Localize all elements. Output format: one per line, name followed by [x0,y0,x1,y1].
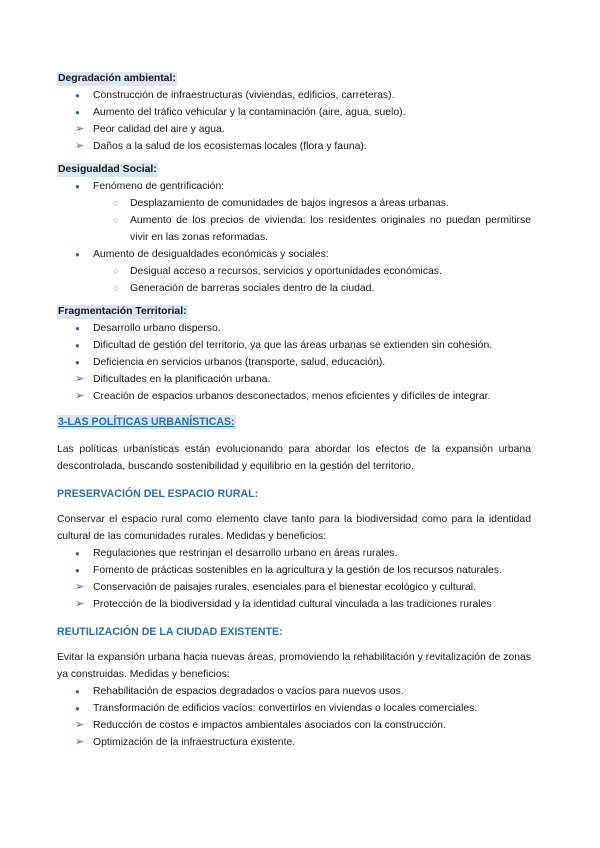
list-item: ➢ Conservación de paisajes rurales, esenciales para el bienestar ecológico y cultural. [57,579,531,596]
arrow-bullet-icon [75,121,84,138]
list-item: ● Fomento de prácticas sostenibles en la agricultura y la gestión de los recursos naturales. [57,562,531,579]
arrow-bullet-icon [75,138,84,155]
arrow-bullet-icon [75,717,84,734]
bullet-icon [75,246,80,263]
list-item: ➢ Creación de espacios urbanos desconectados, menos eficientes y difíciles de integrar. [57,388,531,405]
list-item: ● Desarrollo urbano disperso. [57,320,531,337]
section-heading: Fragmentación Territorial: [58,306,187,317]
section-heading: Degradación ambiental: [58,73,176,84]
circle-bullet-icon [113,280,118,297]
subsection-heading: PRESERVACIÓN DEL ESPACIO RURAL: [57,488,259,500]
arrow-bullet-icon [75,596,84,613]
sub-list-item: ○ Desigual acceso a recursos, servicios y oportunidades económicas. [57,263,531,280]
bullet-icon [75,562,80,579]
arrow-bullet-icon [75,371,84,388]
arrow-bullet-icon [75,734,84,751]
list-item: ● Rehabilitación de espacios degradados o vacíos para nuevos usos. [57,683,531,700]
section-degradacion [57,72,531,155]
section-desigualdad [57,163,531,297]
bullet-icon [75,683,80,700]
subsection-heading: REUTILIZACIÓN DE LA CIUDAD EXISTENTE: [57,626,283,638]
sub-list-item: ○ Desplazamiento de comunidades de bajos ingresos a áreas urbanas. [57,195,531,212]
list-item: ● Deficiencia en servicios urbanos (transporte, salud, educación). [57,354,531,371]
subsection-paragraph: Evitar la expansión urbana hacia nuevas áreas, promoviendo la rehabilitación y revitalización de zonas ya construidas. Medidas y beneficios: [57,652,531,680]
list-item: ● Aumento del tráfico vehicular y la contaminación (aire, agua, suelo). [57,104,531,121]
list-item: ● Dificultad de gestión del territorio, ya que las áreas urbanas se extienden sin cohesión. [57,337,531,354]
list-item: ➢ Peor calidad del aire y agua. [57,121,531,138]
circle-bullet-icon [113,195,118,212]
sub-list-item: ○ Aumento de los precios de vivienda: los residentes originales no puedan permitirse vivir en las zonas reformadas. [57,212,531,246]
bullet-icon [75,87,80,104]
section-heading: Desigualdad Social: [58,164,157,175]
bullet-icon [75,700,80,717]
list-item: ● Fenómeno de gentrificación: [57,178,531,195]
intro-paragraph: Las políticas urbanísticas están evolucionando para abordar los efectos de la expansión urbana descontrolada, buscando sostenibilidad y equilibrio en la gestión del territorio. [57,444,531,472]
list-item: ● Regulaciones que restrinjan el desarrollo urbano en áreas rurales. [57,545,531,562]
bullet-icon [75,354,80,371]
list-item: ➢ Optimización de la infraestructura existente. [57,734,531,751]
bullet-icon [75,104,80,121]
list-item: ➢ Daños a la salud de los ecosistemas locales (flora y fauna). [57,138,531,155]
circle-bullet-icon [113,212,118,229]
section-fragmentacion [57,305,531,405]
list-item: ➢ Protección de la biodiversidad y la identidad cultural vinculada a las tradiciones rurales [57,596,531,613]
bullet-icon [75,178,80,195]
bullet-icon [75,545,80,562]
list-item: ● Aumento de desigualdades económicas y sociales: [57,246,531,263]
list-item: ➢ Dificultades en la planificación urbana. [57,371,531,388]
sub-list-item: ○ Generación de barreras sociales dentro de la ciudad. [57,280,531,297]
subsection-paragraph: Conservar el espacio rural como elemento clave tanto para la biodiversidad como para la identidad cultural de las comunidades rurales. Medidas y beneficios: [57,514,531,542]
arrow-bullet-icon [75,579,84,596]
bullet-icon [75,320,80,337]
page-content [57,72,531,751]
circle-bullet-icon [113,263,118,280]
bullet-icon [75,337,80,354]
chapter-heading: 3-LAS POLÍTICAS URBANÍSTICAS: [58,416,235,428]
list-item: ● Transformación de edificios vacíos: convertirlos en viviendas o locales comerciales. [57,700,531,717]
list-item: ● Construcción de infraestructuras (viviendas, edificios, carreteras). [57,87,531,104]
section-politicas [57,415,531,751]
list-item: ➢ Reducción de costos e impactos ambientales asociados con la construcción. [57,717,531,734]
arrow-bullet-icon [75,388,84,405]
